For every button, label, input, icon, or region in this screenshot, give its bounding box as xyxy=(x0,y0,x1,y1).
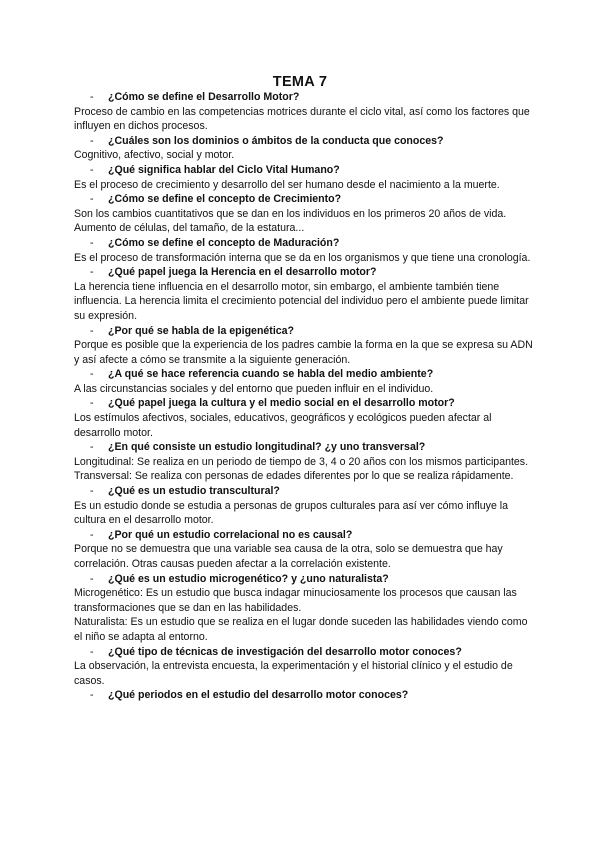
answer-paragraph: Porque no se demuestra que una variable sea causa de la otra, solo se demuestra que hay correlación. Otras causas pueden afectar a la correlación existente. xyxy=(74,543,503,570)
answer-paragraph: A las circunstancias sociales y del entorno que pueden influir en el individuo. xyxy=(74,382,434,395)
question xyxy=(74,688,536,703)
qa-list xyxy=(74,90,536,703)
question-text: ¿Qué periodos en el estudio del desarrollo motor conoces? xyxy=(108,689,409,702)
answer-paragraph: Son los cambios cuantitativos que se dan en los individuos en los primeros 20 años de vida. Aumento de células, del tamaño, de la estatura... xyxy=(74,207,507,235)
bullet-dash: - xyxy=(90,236,94,249)
bullet-dash: - xyxy=(90,645,94,658)
answer-paragraph: Es el proceso de transformación interna que se da en los organismos y que tiene una cronología. xyxy=(74,251,531,264)
answer-paragraph: Microgenético: Es un estudio que busca indagar minuciosamente los procesos que causan las transformaciones que se dan en las habilidades. xyxy=(74,587,517,614)
question xyxy=(74,134,536,149)
question-text: ¿Qué papel juega la Herencia en el desarrollo motor? xyxy=(108,266,377,279)
question-text: ¿Cuáles son los dominios o ámbitos de la conducta que conoces? xyxy=(108,134,444,147)
answer-paragraph: Es un estudio donde se estudia a personas de grupos culturales para así ver cómo influye la cultura en el desarrollo motor. xyxy=(74,499,509,527)
answer-paragraph: La observación, la entrevista encuesta, la experimentación y el historial clínico y el estudio de casos. xyxy=(74,660,513,687)
question-text: ¿Qué tipo de técnicas de investigación del desarrollo motor conoces? xyxy=(108,645,462,658)
question xyxy=(74,440,536,455)
answer-paragraph: Los estímulos afectivos, sociales, educativos, geográficos y ecológicos pueden afectar al desarrollo motor. xyxy=(74,412,492,439)
question-text: ¿A qué se hace referencia cuando se habla del medio ambiente? xyxy=(108,368,434,381)
question xyxy=(74,645,536,660)
question xyxy=(74,367,536,382)
question xyxy=(74,163,536,178)
answer-paragraph: Cognitivo, afectivo, social y motor. xyxy=(74,149,235,162)
question-text: ¿Cómo se define el Desarrollo Motor? xyxy=(108,91,300,103)
question xyxy=(74,528,536,543)
answer-paragraph: La herencia tiene influencia en el desarrollo motor, sin embargo, el ambiente también tiene influencia. La herencia limita el crecimiento potencial del individuo pero el ambiente puede limitar su expresión. xyxy=(74,280,529,322)
page-title: TEMA 7 xyxy=(272,74,328,90)
bullet-dash: - xyxy=(90,193,94,206)
question xyxy=(74,265,536,280)
question xyxy=(74,484,536,499)
answer-paragraph: Proceso de cambio en las competencias motrices durante el ciclo vital, así como los factores que influyen en dichos procesos. xyxy=(74,105,530,133)
answer-paragraph: Transversal: Se realiza con personas de edades diferentes por lo que se realiza rápidamente. xyxy=(74,470,514,483)
question-text: ¿Cómo se define el concepto de Maduración? xyxy=(108,236,340,249)
bullet-dash: - xyxy=(90,266,94,279)
bullet-dash: - xyxy=(90,397,94,410)
bullet-dash: - xyxy=(90,134,94,147)
bullet-dash: - xyxy=(90,163,94,176)
question-text: ¿Qué es un estudio microgenético? y ¿uno naturalista? xyxy=(108,572,389,585)
question-text: ¿En qué consiste un estudio longitudinal? ¿y uno transversal? xyxy=(108,441,426,454)
question-text: ¿Qué significa hablar del Ciclo Vital Humano? xyxy=(108,163,340,176)
question-text: ¿Por qué un estudio correlacional no es causal? xyxy=(108,528,353,541)
question xyxy=(74,236,536,251)
bullet-dash: - xyxy=(90,528,94,541)
question-text: ¿Cómo se define el concepto de Crecimiento? xyxy=(108,193,342,206)
bullet-dash: - xyxy=(90,441,94,454)
question-text: ¿Qué es un estudio transcultural? xyxy=(108,485,280,498)
question xyxy=(74,324,536,339)
bullet-dash: - xyxy=(90,368,94,381)
question xyxy=(74,396,536,411)
answer-paragraph: Porque es posible que la experiencia de los padres cambie la forma en la que se expresa su ADN y así afecte a cómo se transmite a la siguiente generación. xyxy=(74,339,533,366)
answer-paragraph: Es el proceso de crecimiento y desarrollo del ser humano desde el nacimiento a la muerte. xyxy=(74,178,500,191)
bullet-dash: - xyxy=(90,485,94,498)
question-text: ¿Por qué se habla de la epigenética? xyxy=(108,324,295,337)
question xyxy=(74,572,536,587)
bullet-dash: - xyxy=(90,689,94,702)
bullet-dash: - xyxy=(90,91,94,103)
bullet-dash: - xyxy=(90,324,94,337)
question-text: ¿Qué papel juega la cultura y el medio social en el desarrollo motor? xyxy=(108,397,455,410)
question xyxy=(74,192,536,207)
answer-paragraph: Longitudinal: Se realiza en un periodo de tiempo de 3, 4 o 20 años con los mismos participantes. xyxy=(74,455,529,468)
question xyxy=(74,90,536,105)
answer-paragraph: Naturalista: Es un estudio que se realiza en el lugar donde suceden las habilidades viendo como el niño se adapta al entorno. xyxy=(74,616,528,643)
bullet-dash: - xyxy=(90,572,94,585)
